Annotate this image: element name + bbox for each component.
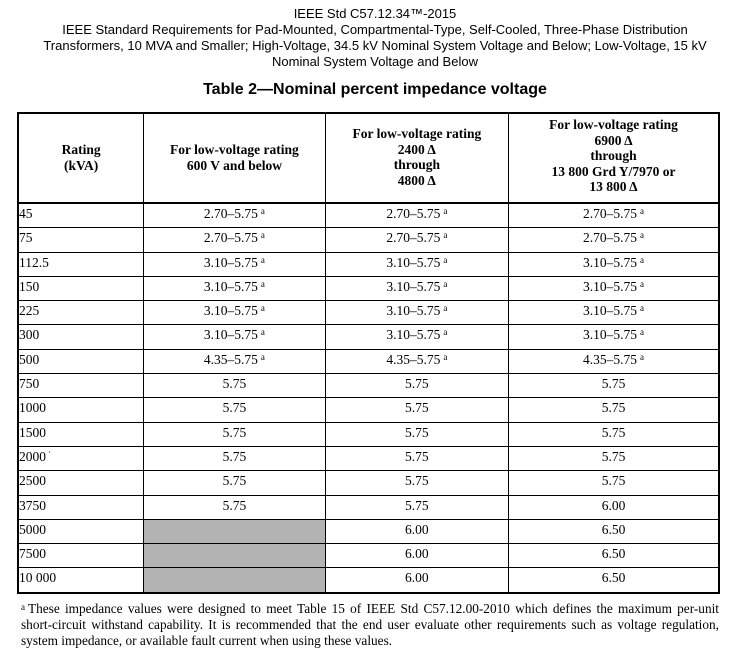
rating-value: 45 xyxy=(19,206,33,221)
rating-cell xyxy=(18,325,144,349)
impedance-value: 5.75 xyxy=(222,473,247,489)
header-line: 2400 Δ xyxy=(397,141,436,157)
impedance-cell xyxy=(509,325,719,349)
impedance-cell xyxy=(509,252,719,276)
impedance-value: 6.50 xyxy=(601,570,626,586)
rating-value: 2500 xyxy=(19,473,46,489)
header-cell-content xyxy=(19,114,143,173)
table-row xyxy=(18,495,719,519)
impedance-cell xyxy=(144,374,325,398)
impedance-cell xyxy=(509,276,719,300)
header-cell-content xyxy=(144,114,324,173)
table-row xyxy=(18,228,719,252)
impedance-value: 2.70–5.75 xyxy=(203,230,258,246)
shaded-empty-cell xyxy=(144,519,325,543)
impedance-value: 3.10–5.75 xyxy=(583,327,638,343)
footnote-text: These impedance values were designed to meet Table 15 of IEEE Std C57.12.00-2010 which defines the maximum per-unit short-circuit withstand capability. It is recommended that the end user evaluate other requirements such as voltage regulation, system impedance, or available fault current when using these values. xyxy=(21,601,719,648)
impedance-value: 2.70–5.75 xyxy=(386,206,441,221)
column-header-6900-13800 xyxy=(509,113,719,203)
rating-value: 225 xyxy=(19,303,40,319)
impedance-value: 5.75 xyxy=(222,376,247,392)
header-line: through xyxy=(590,148,637,163)
header-title-line-1: IEEE Standard Requirements for Pad-Mounted, Compartmental-Type, Self-Cooled, Three-Phase Distribution xyxy=(62,22,688,37)
footnote-reference: a xyxy=(260,351,265,362)
impedance-cell xyxy=(325,325,508,349)
rating-mark: · xyxy=(48,446,51,457)
table-row xyxy=(18,276,719,300)
table-row xyxy=(18,325,719,349)
impedance-cell xyxy=(325,349,508,373)
rating-value: 5000 xyxy=(19,521,46,537)
table-title: Table 2—Nominal percent impedance voltage xyxy=(203,81,547,98)
footnote-reference: a xyxy=(640,254,645,265)
rating-value: 300 xyxy=(19,327,40,343)
rating-value: 2000 xyxy=(19,448,46,464)
impedance-value: 4.35–5.75 xyxy=(386,351,441,367)
footnote-reference: a xyxy=(443,303,448,314)
impedance-value: 2.70–5.75 xyxy=(203,206,258,221)
impedance-value: 4.35–5.75 xyxy=(583,351,638,367)
impedance-cell xyxy=(325,228,508,252)
impedance-value: 3.10–5.75 xyxy=(386,254,441,270)
table-row xyxy=(18,568,719,593)
table-row xyxy=(18,374,719,398)
footnote-marker: a xyxy=(21,602,25,612)
impedance-cell xyxy=(509,446,719,470)
impedance-cell xyxy=(509,422,719,446)
footnote-reference: a xyxy=(260,303,265,314)
rating-cell xyxy=(18,446,144,470)
rating-value: 3750 xyxy=(19,497,46,513)
impedance-cell xyxy=(325,203,508,228)
header-cell-content xyxy=(326,114,508,188)
rating-value: 750 xyxy=(19,376,40,392)
impedance-cell xyxy=(325,471,508,495)
impedance-value: 5.75 xyxy=(222,497,247,513)
footnote-reference: a xyxy=(260,230,265,241)
header-line: 6900 Δ xyxy=(594,132,633,148)
table-row xyxy=(18,471,719,495)
rating-cell xyxy=(18,228,144,252)
impedance-cell xyxy=(325,374,508,398)
table-row xyxy=(18,252,719,276)
impedance-cell xyxy=(325,398,508,422)
footnote-reference: a xyxy=(640,303,645,314)
impedance-cell xyxy=(144,422,325,446)
impedance-value: 5.75 xyxy=(601,376,626,392)
impedance-value: 6.00 xyxy=(405,546,429,562)
footnote-reference: a xyxy=(260,327,265,338)
rating-value: 150 xyxy=(19,278,40,294)
impedance-cell xyxy=(144,301,325,325)
rating-value: 112.5 xyxy=(19,254,49,270)
impedance-value: 3.10–5.75 xyxy=(583,303,638,319)
footnote-reference: a xyxy=(640,351,645,362)
footnote-reference: a xyxy=(640,206,645,216)
impedance-value: 5.75 xyxy=(405,473,429,489)
impedance-value: 3.10–5.75 xyxy=(583,254,638,270)
impedance-value: 2.70–5.75 xyxy=(583,206,638,221)
impedance-table xyxy=(17,112,720,594)
footnote-reference: a xyxy=(443,206,448,216)
column-header-rating xyxy=(18,113,144,203)
impedance-cell xyxy=(325,301,508,325)
rating-value: 1000 xyxy=(19,400,46,416)
impedance-cell xyxy=(144,446,325,470)
impedance-cell xyxy=(325,422,508,446)
impedance-cell xyxy=(325,568,508,593)
rating-cell xyxy=(18,276,144,300)
impedance-cell xyxy=(144,203,325,228)
impedance-value: 3.10–5.75 xyxy=(203,327,258,343)
header-line: 13 800 Δ xyxy=(589,179,638,194)
impedance-cell xyxy=(509,398,719,422)
rating-cell xyxy=(18,568,144,593)
impedance-value: 5.75 xyxy=(405,497,429,513)
footnote-reference: a xyxy=(260,278,265,289)
impedance-cell xyxy=(325,276,508,300)
impedance-cell xyxy=(509,495,719,519)
table-row xyxy=(18,422,719,446)
document-header xyxy=(0,6,750,70)
rating-value: 1500 xyxy=(19,424,46,440)
shaded-empty-cell xyxy=(144,544,325,568)
rating-cell xyxy=(18,301,144,325)
impedance-value: 6.00 xyxy=(405,521,429,537)
impedance-value: 3.10–5.75 xyxy=(583,278,638,294)
rating-value: 500 xyxy=(19,351,40,367)
impedance-value: 5.75 xyxy=(405,448,429,464)
header-title-line-3: Nominal System Voltage and Below xyxy=(272,54,478,69)
impedance-cell xyxy=(509,203,719,228)
impedance-cell xyxy=(144,349,325,373)
impedance-cell xyxy=(144,228,325,252)
impedance-cell xyxy=(144,325,325,349)
impedance-value: 5.75 xyxy=(222,400,247,416)
impedance-cell xyxy=(509,374,719,398)
header-line: For low-voltage rating xyxy=(170,142,299,157)
impedance-value: 5.75 xyxy=(222,448,247,464)
impedance-value: 5.75 xyxy=(601,448,626,464)
impedance-cell xyxy=(325,495,508,519)
impedance-value: 5.75 xyxy=(405,400,429,416)
rating-cell xyxy=(18,252,144,276)
table-row xyxy=(18,446,719,470)
rating-cell xyxy=(18,349,144,373)
footnote-reference: a xyxy=(443,278,448,289)
header-line: 4800 Δ xyxy=(397,172,436,188)
header-cell-content xyxy=(509,114,718,195)
rating-cell xyxy=(18,544,144,568)
header-line: 600 V and below xyxy=(186,157,282,173)
impedance-cell xyxy=(509,544,719,568)
impedance-value: 3.10–5.75 xyxy=(386,278,441,294)
header-line: through xyxy=(393,157,440,172)
impedance-value: 2.70–5.75 xyxy=(583,230,638,246)
impedance-value: 3.10–5.75 xyxy=(203,278,258,294)
impedance-value: 3.10–5.75 xyxy=(386,327,441,343)
rating-cell xyxy=(18,422,144,446)
footnote-reference: a xyxy=(640,278,645,289)
shaded-empty-cell xyxy=(144,568,325,593)
impedance-value: 4.35–5.75 xyxy=(203,351,258,367)
impedance-cell xyxy=(325,544,508,568)
impedance-cell xyxy=(144,495,325,519)
impedance-cell xyxy=(509,519,719,543)
impedance-cell xyxy=(144,252,325,276)
column-header-2400-4800 xyxy=(325,113,508,203)
footnote-reference: a xyxy=(443,230,448,241)
impedance-value: 6.50 xyxy=(601,521,626,537)
table-row xyxy=(18,519,719,543)
table-header-row xyxy=(18,113,719,203)
rating-cell xyxy=(18,398,144,422)
impedance-cell xyxy=(144,398,325,422)
rating-cell xyxy=(18,374,144,398)
impedance-value: 3.10–5.75 xyxy=(203,303,258,319)
table-row xyxy=(18,349,719,373)
impedance-cell xyxy=(509,301,719,325)
table-footnote xyxy=(21,601,719,649)
rating-value: 75 xyxy=(19,230,33,246)
column-header-600v xyxy=(144,113,325,203)
impedance-value: 5.75 xyxy=(601,400,626,416)
impedance-value: 3.10–5.75 xyxy=(386,303,441,319)
rating-cell xyxy=(18,519,144,543)
rating-cell xyxy=(18,203,144,228)
impedance-cell xyxy=(509,228,719,252)
footnote-reference: a xyxy=(640,230,645,241)
header-title-line-2: Transformers, 10 MVA and Smaller; High-Voltage, 34.5 kV Nominal System Voltage and Below; Low-Voltage, 15 kV xyxy=(43,38,707,53)
footnote-reference: a xyxy=(260,254,265,265)
header-line: (kVA) xyxy=(63,157,99,173)
standard-id: IEEE Std C57.12.34™-2015 xyxy=(293,6,457,21)
impedance-value: 5.75 xyxy=(601,424,626,440)
rating-value: 10 000 xyxy=(19,570,57,586)
rating-cell xyxy=(18,495,144,519)
footnote-reference: a xyxy=(640,327,645,338)
header-line: For low-voltage rating xyxy=(352,126,482,141)
impedance-cell xyxy=(325,446,508,470)
impedance-value: 5.75 xyxy=(222,424,247,440)
table-row xyxy=(18,544,719,568)
header-line: For low-voltage rating xyxy=(549,117,678,132)
footnote-reference: a xyxy=(443,351,448,362)
header-line: 13 800 Grd Y/7970 or xyxy=(551,163,676,179)
impedance-cell xyxy=(509,471,719,495)
impedance-cell xyxy=(144,471,325,495)
table-row xyxy=(18,203,719,228)
impedance-cell xyxy=(509,568,719,593)
impedance-value: 6.00 xyxy=(405,570,429,586)
impedance-cell xyxy=(325,519,508,543)
header-line: Rating xyxy=(61,142,101,157)
footnote-reference: a xyxy=(260,206,265,216)
impedance-value: 5.75 xyxy=(405,376,429,392)
impedance-value: 3.10–5.75 xyxy=(203,254,258,270)
rating-cell xyxy=(18,471,144,495)
impedance-cell xyxy=(325,252,508,276)
impedance-cell xyxy=(509,349,719,373)
table-body xyxy=(18,203,719,593)
footnote-reference: a xyxy=(443,327,448,338)
impedance-value: 6.50 xyxy=(601,546,626,562)
impedance-value: 6.00 xyxy=(601,497,626,513)
impedance-value: 5.75 xyxy=(405,424,429,440)
rating-value: 7500 xyxy=(19,546,46,562)
table-row xyxy=(18,301,719,325)
impedance-value: 2.70–5.75 xyxy=(386,230,441,246)
impedance-cell xyxy=(144,276,325,300)
table-row xyxy=(18,398,719,422)
footnote-reference: a xyxy=(443,254,448,265)
impedance-value: 5.75 xyxy=(601,473,626,489)
